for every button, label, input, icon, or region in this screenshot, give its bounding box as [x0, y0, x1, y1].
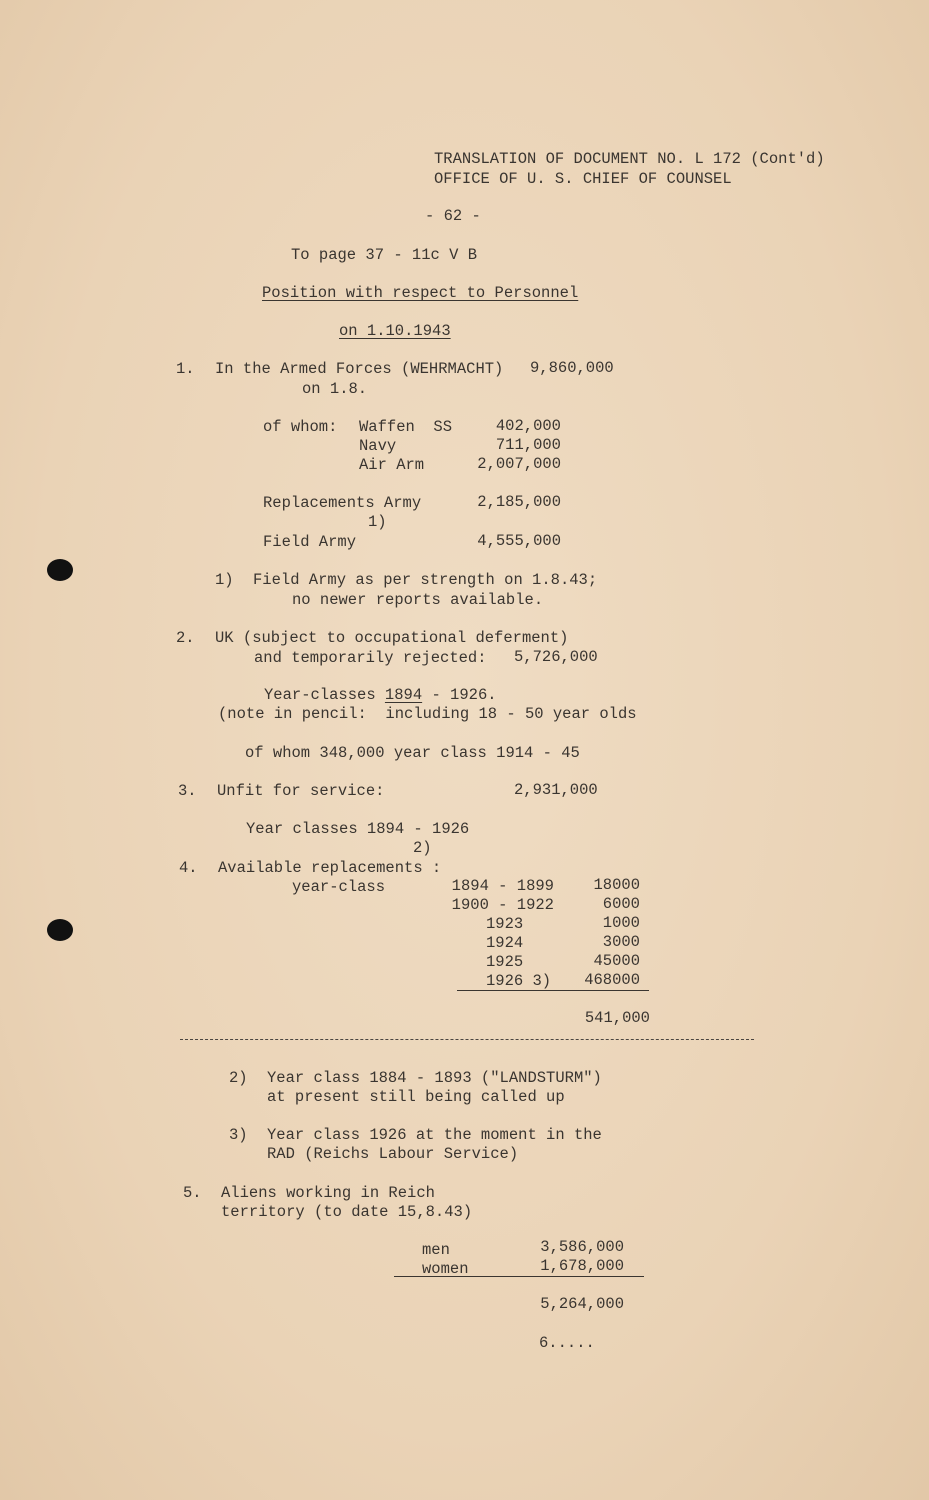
year-classes-start: 1894	[384, 686, 423, 704]
item-3-year-classes: Year classes 1894 - 1926	[246, 820, 470, 838]
year-range-row: 1925	[486, 953, 524, 971]
footnote-3-line-2: RAD (Reichs Labour Service)	[267, 1145, 519, 1163]
item-1-date: on 1.8.	[302, 380, 368, 398]
item-3-number: 3.	[178, 782, 197, 800]
sum-rule	[457, 990, 649, 991]
footnote-2-line-2: at present still being called up	[267, 1088, 565, 1106]
year-class-label: year-class	[292, 878, 386, 896]
footnote-3-line-1: Year class 1926 at the moment in the	[267, 1126, 602, 1144]
aliens-women-label: women	[422, 1260, 469, 1278]
item-1-value: 9,860,000	[530, 359, 614, 377]
header-line-2: OFFICE OF U. S. CHIEF OF COUNSEL	[434, 170, 732, 188]
continuation-marker: 6.....	[539, 1334, 595, 1352]
year-range-row: 1926 3)	[486, 972, 552, 990]
aliens-men-value: 3,586,000	[540, 1238, 624, 1256]
item-3-value: 2,931,000	[514, 781, 598, 799]
item-5-line-2: territory (to date 15,8.43)	[221, 1203, 473, 1221]
aliens-women-value: 1,678,000	[540, 1257, 624, 1275]
replacements-army-value: 2,185,000	[477, 493, 561, 511]
header-line-1: TRANSLATION OF DOCUMENT NO. L 172 (Cont'd)	[434, 150, 825, 168]
field-army-label: Field Army	[263, 533, 357, 551]
page-reference: To page 37 - 11c V B	[291, 246, 478, 264]
item-1-number: 1.	[176, 360, 195, 378]
item-3-label: Unfit for service:	[217, 782, 385, 800]
footnote-1-line-1: Field Army as per strength on 1.8.43;	[253, 571, 598, 589]
document-title: Position with respect to Personnel	[262, 284, 579, 302]
replacement-count: 3000	[602, 933, 640, 951]
item-2-number: 2.	[176, 629, 195, 647]
year-classes-line	[264, 686, 497, 705]
document-subtitle: on 1.10.1943	[339, 322, 451, 340]
item-2-line-2: and temporarily rejected:	[254, 649, 487, 667]
item-5-line-1: Aliens working in Reich	[221, 1184, 435, 1202]
footnote-marker-1: 1)	[368, 513, 387, 531]
item-1-label: In the Armed Forces (WEHRMACHT)	[215, 360, 504, 378]
footnote-2-line-1: Year class 1884 - 1893 ("LANDSTURM")	[267, 1069, 602, 1087]
year-range-row: 1900 - 1922	[451, 896, 554, 914]
waffen-ss-label: Waffen SS	[359, 418, 453, 436]
replacement-count: 1000	[602, 914, 640, 932]
footnote-1-number: 1)	[215, 571, 234, 589]
of-whom-label: of whom:	[263, 418, 338, 436]
page-number: - 62 -	[425, 207, 481, 225]
air-arm-label: Air Arm	[359, 456, 425, 474]
punch-hole	[47, 919, 73, 941]
pencil-note: (note in pencil: including 18 - 50 year olds	[218, 705, 637, 723]
field-army-value: 4,555,000	[477, 532, 561, 550]
item-2-value: 5,726,000	[514, 648, 598, 666]
of-whom-year-class: of whom 348,000 year class 1914 - 45	[245, 744, 580, 762]
navy-value: 711,000	[495, 436, 561, 454]
replacements-army-label: Replacements Army	[263, 494, 422, 512]
item-4-label: Available replacements :	[218, 859, 442, 877]
footnote-2-number: 2)	[229, 1069, 248, 1087]
replacement-count: 45000	[593, 952, 640, 970]
replacement-count: 6000	[602, 895, 640, 913]
navy-label: Navy	[359, 437, 397, 455]
item-5-number: 5.	[183, 1184, 202, 1202]
air-arm-value: 2,007,000	[477, 455, 561, 473]
year-range-row: 1924	[486, 934, 524, 952]
year-range-row: 1894 - 1899	[451, 877, 554, 895]
year-classes-prefix: Year-classes	[264, 686, 385, 704]
replacements-total: 541,000	[584, 1009, 650, 1027]
aliens-sum-rule	[394, 1276, 644, 1277]
footnote-1-line-2: no newer reports available.	[292, 591, 544, 609]
footnote-3-number: 3)	[229, 1126, 248, 1144]
waffen-ss-value: 402,000	[495, 417, 561, 435]
replacement-count: 468000	[584, 971, 640, 989]
item-4-number: 4.	[179, 859, 198, 877]
replacement-count: 18000	[593, 876, 640, 894]
footnote-marker-2: 2)	[413, 839, 432, 857]
year-classes-suffix: - 1926.	[422, 686, 497, 704]
item-2-line-1: UK (subject to occupational deferment)	[215, 629, 569, 647]
year-range-row: 1923	[486, 915, 524, 933]
aliens-total: 5,264,000	[540, 1295, 624, 1313]
punch-hole	[47, 559, 73, 581]
aliens-men-label: men	[422, 1241, 450, 1259]
section-divider	[180, 1039, 754, 1040]
